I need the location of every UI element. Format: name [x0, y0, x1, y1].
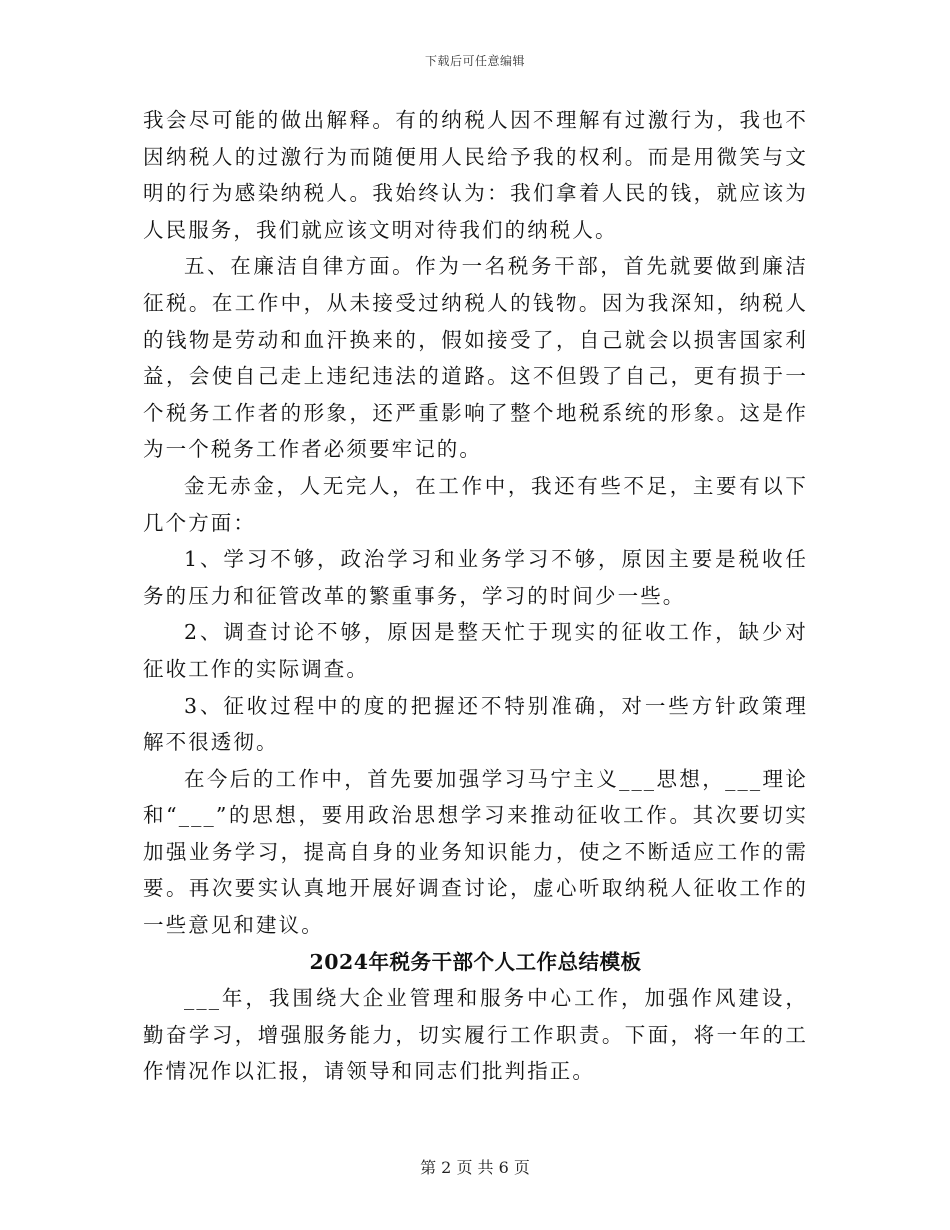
paragraph-section-intro: ___年，我围绕大企业管理和服务中心工作，加强作风建设，勤奋学习，增强服务能力，切实履行工作职责。下面，将一年的工作情况作以汇报，请领导和同志们批判指正。 — [143, 986, 808, 1084]
document-body — [143, 102, 808, 1090]
page-number: 第 2 页 共 6 页 — [420, 1158, 530, 1177]
paragraph-shortcoming-2: 2、调查讨论不够，原因是整天忙于现实的征收工作，缺少对征收工作的实际调查。 — [143, 620, 808, 681]
paragraph-shortcoming-1: 1、学习不够，政治学习和业务学习不够，原因主要是税收任务的压力和征管改革的繁重事务，学习的时间少一些。 — [143, 547, 808, 608]
paragraph-shortcomings-intro: 金无赤金，人无完人，在工作中，我还有些不足，主要有以下几个方面： — [143, 473, 808, 535]
paragraph-integrity: 五、在廉洁自律方面。作为一名税务干部，首先就要做到廉洁征税。在工作中，从未接受过纳税人的钱物。因为我深知，纳税人的钱物是劳动和血汗换来的，假如接受了，自己就会以损害国家利益，会使自己走上违纪违法的道路。这不但毁了自己，更有损于一个税务工作者的形象，还严重影响了整个地税系统的形象。这是作为一个税务工作者必须要牢记的。 — [143, 254, 808, 462]
page-header-note: 下载后可任意编辑 — [424, 54, 525, 68]
paragraph-future-plans: 在今后的工作中，首先要加强学习马宁主义___思想，___理论和“___”的思想，要用政治思想学习来推动征收工作。其次要切实加强业务学习，提高自身的业务知识能力，使之不断适应工作的需要。再次要实认真地开展好调查讨论，虚心听取纳税人征收工作的一些意见和建议。 — [143, 766, 808, 938]
paragraph-explanation: 我会尽可能的做出解释。有的纳税人因不理解有过激行为，我也不因纳税人的过激行为而随便用人民给予我的权利。而是用微笑与文明的行为感染纳税人。我始终认为：我们拿着人民的钱，就应该为人民服务，我们就应该文明对待我们的纳税人。 — [143, 108, 808, 242]
section-title: 2024年税务干部个人工作总结模板 — [309, 949, 642, 974]
paragraph-shortcoming-3: 3、征收过程中的度的把握还不特别准确，对一些方针政策理解不很透彻。 — [143, 693, 808, 755]
